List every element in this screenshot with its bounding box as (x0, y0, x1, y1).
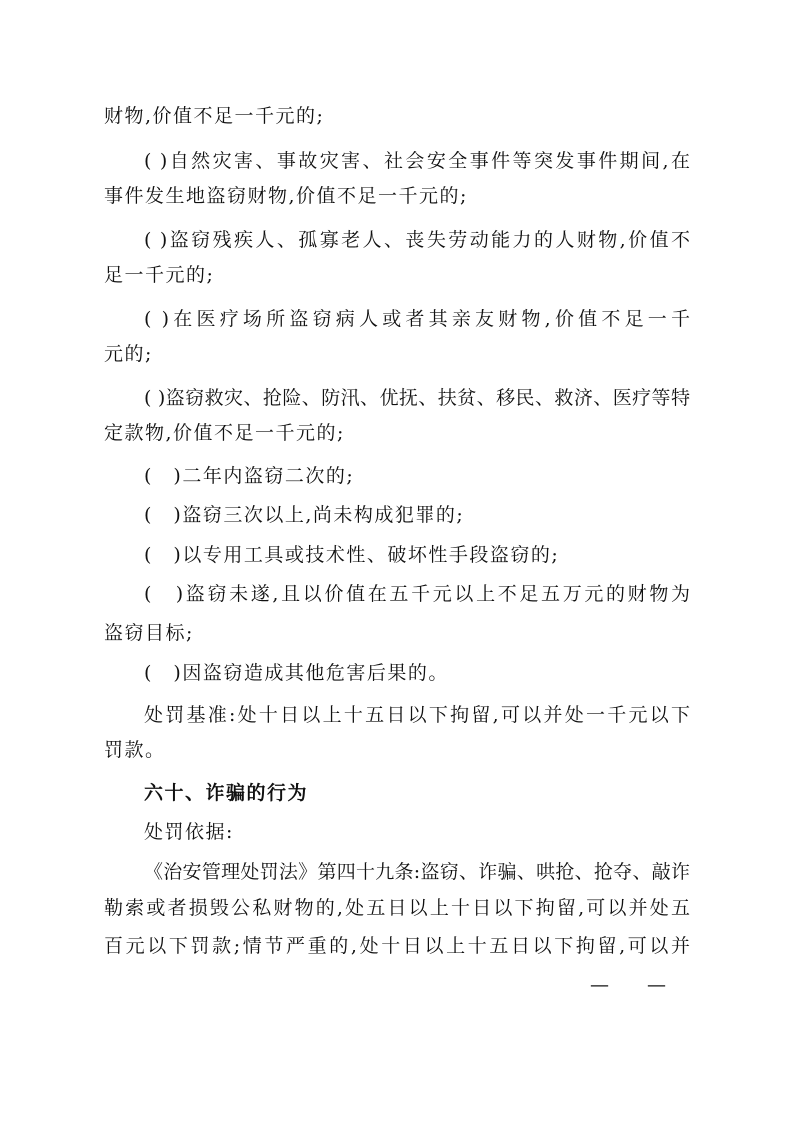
penalty-standard: 处罚基准:处十日以上十五日以下拘留,可以并处一千元以下 (144, 704, 690, 726)
list-item-other-harm: ( )因盗窃造成其他危害后果的。 (144, 662, 449, 684)
body-text-line: 定款物,价值不足一千元的; (104, 422, 345, 444)
body-text-line: 足一千元的; (104, 264, 215, 286)
list-item-special-tools: ( )以专用工具或技术性、破坏性手段盗窃的; (144, 544, 560, 566)
list-item-three-thefts: ( )盗窃三次以上,尚未构成犯罪的; (144, 504, 465, 526)
law-citation: 《治安管理处罚法》第四十九条:盗窃、诈骗、哄抢、抢夺、敲诈 (144, 861, 690, 883)
body-text-line: 勒索或者损毁公私财物的,处五日以上十日以下拘留,可以并处五 (104, 897, 690, 919)
body-text-line: 罚款。 (104, 739, 166, 761)
body-text-line: 财物,价值不足一千元的; (104, 105, 325, 127)
list-item-natural-disaster: ( )自然灾害、事故灾害、社会安全事件等突发事件期间,在 (144, 150, 690, 172)
body-text-line: 百元以下罚款;情节严重的,处十日以上十五日以下拘留,可以并 (104, 935, 690, 957)
section-heading: 六十、诈骗的行为 (144, 782, 309, 804)
page-number: — — (590, 974, 667, 996)
list-item-medical-venue: ( )在医疗场所盗窃病人或者其亲友财物,价值不足一千 (144, 308, 690, 330)
list-item-special-funds: ( )盗窃救灾、抢险、防汛、优抚、扶贫、移民、救济、医疗等特 (144, 387, 690, 409)
list-item-vulnerable-persons: ( )盗窃残疾人、孤寡老人、丧失劳动能力的人财物,价值不 (144, 229, 690, 251)
body-text-line: 元的; (104, 343, 153, 365)
list-item-attempted-theft: ( )盗窃未遂,且以价值在五千元以上不足五万元的财物为 (144, 583, 690, 605)
penalty-basis-label: 处罚依据: (144, 821, 234, 843)
list-item-two-thefts: ( )二年内盗窃二次的; (144, 465, 355, 487)
body-text-line: 盗窃目标; (104, 622, 194, 644)
body-text-line: 事件发生地盗窃财物,价值不足一千元的; (104, 185, 468, 207)
